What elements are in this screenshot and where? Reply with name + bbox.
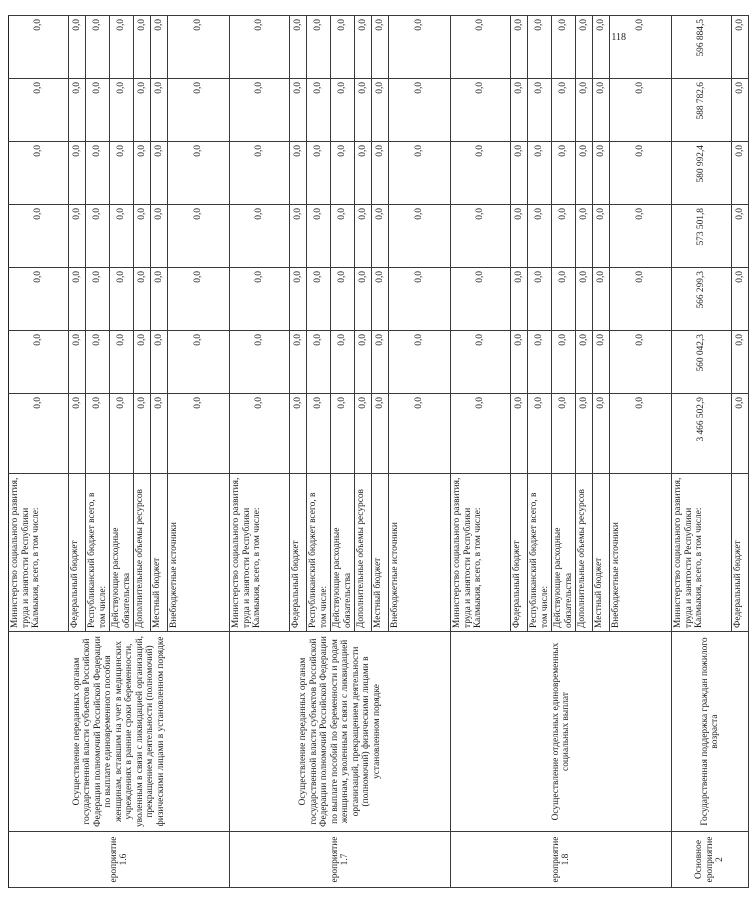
amount-cell: 0,0 xyxy=(86,331,110,394)
amount-cell: 0,0 xyxy=(451,331,511,394)
amount-cell: 0,0 xyxy=(151,205,168,268)
amount-cell: 0,0 xyxy=(9,394,69,474)
amount-cell: 0,0 xyxy=(451,268,511,331)
amount-cell: 0,0 xyxy=(290,16,307,79)
funding-source-cell: Внебюджетные источники xyxy=(389,474,451,632)
funding-source-cell: Дополнительные объемы ресурсов xyxy=(576,474,593,632)
amount-cell: 0,0 xyxy=(230,79,290,142)
amount-cell: 0,0 xyxy=(389,79,451,142)
table-row xyxy=(451,16,511,888)
amount-cell: 0,0 xyxy=(732,268,749,331)
amount-cell: 0,0 xyxy=(168,142,230,205)
funding-source-cell: Федеральный бюджет xyxy=(511,474,528,632)
amount-cell: 0,0 xyxy=(528,268,552,331)
event-code-cell: ероприятие 1.6 xyxy=(9,832,230,888)
amount-cell: 0,0 xyxy=(307,268,331,331)
amount-cell: 0,0 xyxy=(552,205,576,268)
event-description-cell: Государственная поддержка граждан пожилого возраста xyxy=(672,632,749,832)
amount-cell: 0,0 xyxy=(69,394,86,474)
amount-cell: 0,0 xyxy=(151,16,168,79)
amount-cell: 0,0 xyxy=(230,268,290,331)
amount-cell: 566 299,3 xyxy=(672,268,732,331)
amount-cell: 0,0 xyxy=(552,142,576,205)
amount-cell: 0,0 xyxy=(610,16,672,79)
amount-cell: 0,0 xyxy=(593,79,610,142)
amount-cell: 0,0 xyxy=(610,79,672,142)
amount-cell: 0,0 xyxy=(355,205,372,268)
amount-cell: 0,0 xyxy=(134,394,151,474)
amount-cell: 0,0 xyxy=(528,205,552,268)
amount-cell: 0,0 xyxy=(511,79,528,142)
amount-cell: 0,0 xyxy=(389,16,451,79)
amount-cell: 0,0 xyxy=(552,268,576,331)
amount-cell: 0,0 xyxy=(528,79,552,142)
amount-cell: 560 042,3 xyxy=(672,331,732,394)
amount-cell: 0,0 xyxy=(576,205,593,268)
amount-cell: 0,0 xyxy=(355,79,372,142)
amount-cell: 0,0 xyxy=(9,268,69,331)
amount-cell: 0,0 xyxy=(110,268,134,331)
amount-cell: 0,0 xyxy=(331,79,355,142)
funding-source-cell: Республиканский бюджет всего, в том числе: xyxy=(307,474,331,632)
amount-cell: 0,0 xyxy=(355,16,372,79)
amount-cell: 0,0 xyxy=(511,394,528,474)
page-number: 118 xyxy=(611,32,626,43)
funding-source-cell: Местный бюджет xyxy=(593,474,610,632)
amount-cell: 0,0 xyxy=(355,142,372,205)
amount-cell: 573 501,8 xyxy=(672,205,732,268)
amount-cell: 0,0 xyxy=(576,394,593,474)
amount-cell: 0,0 xyxy=(168,268,230,331)
funding-source-cell: Действующие расходные обязательства xyxy=(552,474,576,632)
amount-cell: 0,0 xyxy=(230,205,290,268)
amount-cell: 0,0 xyxy=(290,268,307,331)
amount-cell: 0,0 xyxy=(168,394,230,474)
amount-cell: 0,0 xyxy=(389,268,451,331)
amount-cell: 0,0 xyxy=(69,205,86,268)
amount-cell: 0,0 xyxy=(511,268,528,331)
event-code-cell: ероприятие 1.7 xyxy=(230,832,451,888)
amount-cell: 0,0 xyxy=(86,394,110,474)
amount-cell: 0,0 xyxy=(110,205,134,268)
amount-cell: 0,0 xyxy=(372,268,389,331)
table-row xyxy=(672,16,732,888)
amount-cell: 0,0 xyxy=(610,394,672,474)
amount-cell: 0,0 xyxy=(451,394,511,474)
amount-cell: 0,0 xyxy=(230,394,290,474)
amount-cell: 0,0 xyxy=(151,331,168,394)
amount-cell: 0,0 xyxy=(355,331,372,394)
amount-cell: 0,0 xyxy=(593,16,610,79)
funding-source-cell: Министерство социального развития, труда и занятости Республики Калмыкия, всего, в том числе: xyxy=(9,474,69,632)
amount-cell: 0,0 xyxy=(290,142,307,205)
amount-cell: 0,0 xyxy=(511,331,528,394)
amount-cell: 0,0 xyxy=(552,79,576,142)
amount-cell: 0,0 xyxy=(151,394,168,474)
amount-cell: 0,0 xyxy=(307,331,331,394)
amount-cell: 0,0 xyxy=(331,268,355,331)
amount-cell: 0,0 xyxy=(331,16,355,79)
amount-cell: 0,0 xyxy=(230,142,290,205)
amount-cell: 0,0 xyxy=(151,79,168,142)
amount-cell: 0,0 xyxy=(168,79,230,142)
amount-cell: 0,0 xyxy=(86,268,110,331)
amount-cell: 0,0 xyxy=(69,79,86,142)
amount-cell: 0,0 xyxy=(732,79,749,142)
amount-cell: 0,0 xyxy=(307,394,331,474)
event-description-cell: Осуществление переданных органам государственной власти субъектов Российской Федерации полномочий Российской Федерации по выплате пособий по беременности и родам женщинам, уволенным в связи с ликвидацией организаций, прекращением деятельности (полномочий) физическими лицами в установленном порядке xyxy=(230,632,451,832)
amount-cell: 0,0 xyxy=(372,205,389,268)
amount-cell: 0,0 xyxy=(511,16,528,79)
amount-cell: 0,0 xyxy=(389,331,451,394)
amount-cell: 0,0 xyxy=(230,16,290,79)
funding-source-cell: Федеральный бюджет xyxy=(69,474,86,632)
amount-cell: 0,0 xyxy=(110,142,134,205)
amount-cell: 0,0 xyxy=(331,142,355,205)
funding-source-cell: Действующие расходные обязательства xyxy=(110,474,134,632)
funding-source-cell: Местный бюджет xyxy=(151,474,168,632)
amount-cell: 0,0 xyxy=(732,142,749,205)
amount-cell: 0,0 xyxy=(69,268,86,331)
amount-cell: 0,0 xyxy=(389,205,451,268)
amount-cell: 0,0 xyxy=(372,142,389,205)
funding-source-cell: Внебюджетные источники xyxy=(610,474,672,632)
amount-cell: 0,0 xyxy=(732,394,749,474)
amount-cell: 0,0 xyxy=(610,268,672,331)
amount-cell: 580 992,4 xyxy=(672,142,732,205)
amount-cell: 0,0 xyxy=(528,142,552,205)
amount-cell: 0,0 xyxy=(372,79,389,142)
amount-cell: 0,0 xyxy=(9,331,69,394)
event-description-cell: Осуществление переданных органам государственной власти субъектов Российской Федерации полномочий Российской Федерации по выплате единовременного пособия женщинам, вставшим на учет в медицинских учреждениях в ранние сроки беременности, уволенным в связи с ликвидацией организаций, прекращением деятельности (полномочий) физическими лицами в установленном порядке xyxy=(9,632,230,832)
amount-cell: 0,0 xyxy=(9,142,69,205)
amount-cell: 0,0 xyxy=(528,16,552,79)
amount-cell: 0,0 xyxy=(451,16,511,79)
amount-cell: 0,0 xyxy=(86,205,110,268)
amount-cell: 0,0 xyxy=(290,205,307,268)
amount-cell: 0,0 xyxy=(593,268,610,331)
amount-cell: 0,0 xyxy=(576,331,593,394)
amount-cell: 0,0 xyxy=(86,79,110,142)
amount-cell: 0,0 xyxy=(290,79,307,142)
table-row xyxy=(230,16,290,888)
amount-cell: 0,0 xyxy=(732,205,749,268)
amount-cell: 0,0 xyxy=(9,16,69,79)
amount-cell: 0,0 xyxy=(151,268,168,331)
amount-cell: 0,0 xyxy=(576,142,593,205)
amount-cell: 0,0 xyxy=(9,205,69,268)
amount-cell: 0,0 xyxy=(451,142,511,205)
amount-cell: 0,0 xyxy=(134,205,151,268)
funding-source-cell: Внебюджетные источники xyxy=(168,474,230,632)
amount-cell: 0,0 xyxy=(528,331,552,394)
amount-cell: 0,0 xyxy=(372,331,389,394)
rotated-table-container xyxy=(8,18,745,888)
amount-cell: 0,0 xyxy=(69,142,86,205)
funding-source-cell: Местный бюджет xyxy=(372,474,389,632)
funding-source-cell: Министерство социального развития, труда и занятости Республики Калмыкия, всего, в том числе: xyxy=(230,474,290,632)
amount-cell: 0,0 xyxy=(110,16,134,79)
amount-cell: 0,0 xyxy=(290,331,307,394)
amount-cell: 0,0 xyxy=(110,331,134,394)
amount-cell: 0,0 xyxy=(610,331,672,394)
amount-cell: 0,0 xyxy=(230,331,290,394)
funding-source-cell: Федеральный бюджет xyxy=(732,474,749,632)
amount-cell: 0,0 xyxy=(355,268,372,331)
funding-source-cell: Республиканский бюджет всего, в том числе: xyxy=(86,474,110,632)
amount-cell: 3 466 502,9 xyxy=(672,394,732,474)
amount-cell: 0,0 xyxy=(372,394,389,474)
amount-cell: 596 884,5 xyxy=(672,16,732,79)
amount-cell: 0,0 xyxy=(168,205,230,268)
amount-cell: 0,0 xyxy=(593,394,610,474)
amount-cell: 0,0 xyxy=(576,79,593,142)
amount-cell: 0,0 xyxy=(110,79,134,142)
amount-cell: 0,0 xyxy=(290,394,307,474)
amount-cell: 0,0 xyxy=(610,205,672,268)
amount-cell: 0,0 xyxy=(451,205,511,268)
amount-cell: 0,0 xyxy=(593,142,610,205)
amount-cell: 0,0 xyxy=(110,394,134,474)
amount-cell: 0,0 xyxy=(593,205,610,268)
amount-cell: 0,0 xyxy=(331,394,355,474)
amount-cell: 0,0 xyxy=(134,331,151,394)
amount-cell: 0,0 xyxy=(389,394,451,474)
amount-cell: 0,0 xyxy=(528,394,552,474)
amount-cell: 0,0 xyxy=(331,331,355,394)
amount-cell: 0,0 xyxy=(389,142,451,205)
amount-cell: 0,0 xyxy=(86,16,110,79)
amount-cell: 0,0 xyxy=(168,331,230,394)
amount-cell: 0,0 xyxy=(9,79,69,142)
amount-cell: 0,0 xyxy=(593,331,610,394)
amount-cell: 0,0 xyxy=(511,142,528,205)
amount-cell: 0,0 xyxy=(511,205,528,268)
amount-cell: 0,0 xyxy=(86,142,110,205)
amount-cell: 0,0 xyxy=(576,268,593,331)
amount-cell: 0,0 xyxy=(151,142,168,205)
amount-cell: 0,0 xyxy=(134,142,151,205)
amount-cell: 0,0 xyxy=(451,79,511,142)
amount-cell: 0,0 xyxy=(307,142,331,205)
amount-cell: 0,0 xyxy=(552,331,576,394)
amount-cell: 0,0 xyxy=(610,142,672,205)
funding-source-cell: Республиканский бюджет всего, в том числе: xyxy=(528,474,552,632)
funding-source-cell: Дополнительные объемы ресурсов xyxy=(134,474,151,632)
amount-cell: 0,0 xyxy=(134,79,151,142)
amount-cell: 0,0 xyxy=(69,16,86,79)
amount-cell: 0,0 xyxy=(307,79,331,142)
amount-cell: 0,0 xyxy=(307,205,331,268)
amount-cell: 0,0 xyxy=(134,268,151,331)
amount-cell: 0,0 xyxy=(69,331,86,394)
amount-cell: 0,0 xyxy=(307,16,331,79)
amount-cell: 0,0 xyxy=(552,394,576,474)
funding-source-cell: Министерство социального развития, труда и занятости Республики Калмыкия, всего, в том числе: xyxy=(451,474,511,632)
amount-cell: 588 782,6 xyxy=(672,79,732,142)
funding-source-cell: Министерство социального развития, труда и занятости Республики Калмыкия, всего, в том числе: xyxy=(672,474,732,632)
amount-cell: 0,0 xyxy=(372,16,389,79)
amount-cell: 0,0 xyxy=(732,331,749,394)
table-row xyxy=(9,16,69,888)
event-code-cell: ероприятие 1.8 xyxy=(451,832,672,888)
amount-cell: 0,0 xyxy=(355,394,372,474)
budget-table xyxy=(8,15,749,888)
amount-cell: 0,0 xyxy=(134,16,151,79)
funding-source-cell: Действующие расходные обязательства xyxy=(331,474,355,632)
funding-source-cell: Федеральный бюджет xyxy=(290,474,307,632)
event-description-cell: Осуществление отдельных единовременных социальных выплат xyxy=(451,632,672,832)
funding-source-cell: Дополнительные объемы ресурсов xyxy=(355,474,372,632)
amount-cell: 0,0 xyxy=(576,16,593,79)
event-code-cell: Основное ероприятие 2 xyxy=(672,832,749,888)
amount-cell: 0,0 xyxy=(552,16,576,79)
amount-cell: 0,0 xyxy=(168,16,230,79)
amount-cell: 0,0 xyxy=(732,16,749,79)
amount-cell: 0,0 xyxy=(331,205,355,268)
